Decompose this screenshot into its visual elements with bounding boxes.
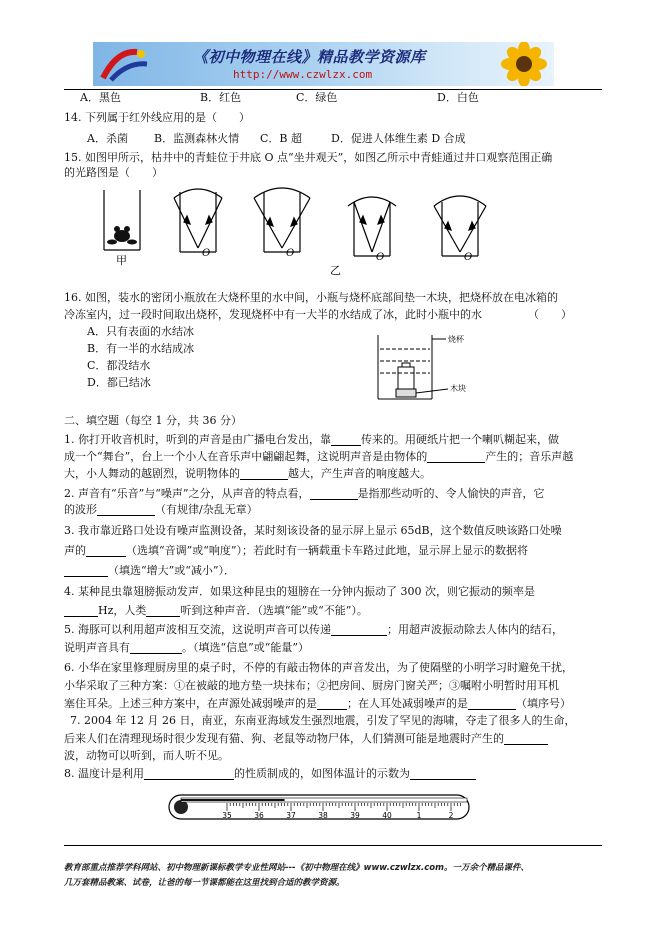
- label-block: 木块: [450, 384, 466, 393]
- f3-line3: （填选“增大”或“减小”）．: [64, 564, 235, 577]
- q13-option-d: D．白色: [437, 91, 479, 104]
- f1-line3: 大，小人舞动的越剧烈，说明物体的 越大，产生声音的响度越大。: [64, 467, 431, 480]
- clinical-thermometer: [165, 789, 495, 829]
- thermometer-tick-label: 36: [254, 811, 264, 820]
- f1-line2: 成一个“舞台”，台上一个小人在音乐声中翩翩起舞，这说明声音是由物体的 产生的；音乐声越: [64, 450, 574, 463]
- mercury-column: [181, 799, 285, 801]
- f6-blank2[interactable]: [468, 709, 516, 710]
- well-jia-diagram: [104, 190, 140, 250]
- f8-blank2[interactable]: [410, 779, 476, 780]
- q13-option-c: C．绿色: [296, 91, 338, 104]
- label-o-a: O: [202, 248, 211, 259]
- q15-figure: [90, 184, 510, 276]
- f4-line2: Hz，人类 听到这种声音．（选填“能”或“不能”）。: [64, 604, 368, 617]
- header-url[interactable]: http://www.czwlzx.com: [233, 68, 373, 81]
- f6-blank1[interactable]: [317, 709, 347, 710]
- f4-line1: 4. 某种昆虫靠翅膀振动发声．如果这种昆虫的翅膀在一分钟内振动了 300 次，则它振动的频率是: [64, 585, 535, 598]
- option-d-ray-diagram: [434, 196, 486, 256]
- f6-line2: 小华采取了三种方案：①在被敲的地方垫一块抹布；②把房间、厨房门窗关严；③嘱咐小明暂时用耳机: [64, 679, 559, 692]
- f3-line1: 3. 我市靠近路口处设有噪声监测设备，某时刻该设备的显示屏上显示 65dB，这个数值反映该路口处噪: [64, 524, 562, 537]
- f2-line1: 2. 声音有“乐音”与“噪声”之分，从声音的特点看， 是指那些动听的、令人愉快的声音，它: [64, 487, 545, 500]
- q15-stem-line1: 15. 如图甲所示，枯井中的青蛙位于井底 O 点“坐井观天”，如图乙所示中青蛙通过井口观察范围正确: [64, 151, 553, 164]
- footer-line1: 教育部重点推荐学科网站、初中物理新课标教学专业性网站---《初中物理在线》www.czwlzx.com。一万余个精品课件、: [64, 863, 529, 873]
- f8-line1: 8. 温度计是利用 的性质制成的，如图体温计的示数为: [64, 767, 476, 780]
- footer-line2: 几万套精品教案、试卷，让爸的每一节课都能在这里找到合适的教学资源。: [64, 878, 345, 888]
- f3-blank1[interactable]: [86, 556, 126, 557]
- q14-stem: 14. 下列属于红外线应用的是（ ）: [64, 111, 250, 124]
- f7-line1: 7. 2004 年 12 月 26 日，南亚，东南亚海域发生强烈地震，引发了罕见的海啸，夺走了很多人的生命，: [70, 714, 576, 727]
- beaker-figure: [372, 331, 482, 403]
- f6-line3: 塞住耳朵。上述三种方案中，在声源处减弱噪声的是 ；在人耳处减弱噪声的是 （填序号）: [64, 697, 571, 710]
- label-o-d: O: [464, 252, 473, 263]
- f2-blank1[interactable]: [310, 499, 358, 500]
- f8-blank1[interactable]: [144, 779, 234, 780]
- q14-option-d: D．促进人体维生素 D 合成: [331, 132, 466, 145]
- q14-option-c: C．B 超: [260, 132, 302, 145]
- option-b-ray-diagram: [254, 188, 310, 252]
- q16-stem-line2: 冷冻室内，过一段时间取出烧杯，发现烧杯中有一大半的水结成了冰，此时小瓶中的水: [64, 308, 482, 321]
- f6-line1: 6. 小华在家里修理厨房里的桌子时，不停的有敲击物体的声音发出，为了使隔壁的小明学习时避免干扰，: [64, 661, 573, 674]
- label-o-c: O: [376, 252, 385, 263]
- f1-blank1[interactable]: [331, 445, 361, 446]
- f1-blank3[interactable]: [240, 479, 288, 480]
- f5-line2: 说明声音具有 。（填选“信息”或“能量”）: [64, 641, 309, 654]
- section2-heading: 二、填空题（每空 1 分，共 36 分）: [64, 414, 242, 427]
- site-logo-icon: [97, 44, 153, 84]
- f1-line1: 1. 你打开收音机时，听到的声音是由广播电台发出，靠 传来的。用硬纸片把一个喇叭糊起来，做: [64, 433, 559, 446]
- f1-blank2[interactable]: [427, 462, 485, 463]
- f2-line2: 的波形 （有规律/杂乱无章）: [64, 503, 258, 516]
- q16-option-a: A．只有表面的水结冰: [87, 325, 194, 338]
- f2-blank2[interactable]: [97, 515, 155, 516]
- q16-option-b: B．有一半的水结成冰: [87, 342, 195, 355]
- q13-option-b: B．红色: [200, 91, 242, 104]
- thermometer-tick-label: 1: [416, 811, 422, 820]
- label-beaker: 烧杯: [448, 335, 464, 344]
- thermometer-tick-label: 39: [350, 811, 360, 820]
- q14-option-b: B．监测森林火情: [154, 132, 240, 145]
- thermometer-tick-label: 37: [286, 811, 296, 820]
- option-a-ray-diagram: [174, 189, 222, 252]
- f4-blank2[interactable]: [146, 616, 180, 617]
- thermometer-tick-label: 2: [448, 811, 454, 820]
- header-title: 《初中物理在线》精品教学资源库: [193, 48, 426, 66]
- q16-option-d: D．都已结冰: [87, 376, 151, 389]
- header-rule: [64, 89, 602, 90]
- label-jia: 甲: [116, 254, 127, 267]
- f5-blank1[interactable]: [331, 635, 387, 636]
- f7-blank1[interactable]: [504, 744, 548, 745]
- f4-blank1[interactable]: [64, 616, 98, 617]
- f7-line3: 波，动物可以听到，而人听不见。: [64, 749, 229, 762]
- q16-option-c: C．都没结水: [87, 359, 151, 372]
- q13-option-a: A．黑色: [80, 91, 121, 104]
- f5-blank2[interactable]: [130, 653, 182, 654]
- q15-stem-line2: 的光路图是（ ）: [64, 166, 163, 179]
- q16-answer-paren: （ ）: [528, 308, 572, 321]
- label-o-b: O: [286, 248, 295, 259]
- sunflower-icon: [494, 42, 554, 86]
- thermometer-tick-label: 40: [382, 811, 392, 820]
- thermometer-tick-label: 38: [318, 811, 328, 820]
- f5-line1: 5. 海豚可以利用超声波相互交流，这说明声音可以传递 ；用超声波振动除去人体内的结石，: [64, 623, 563, 636]
- label-yi: 乙: [330, 264, 341, 276]
- f3-blank2[interactable]: [64, 576, 108, 577]
- f7-line2: 后来人们在清理现场时很少发现有猫、狗、老鼠等动物尸体，人们猜测可能是地震时产生的: [64, 732, 548, 745]
- footer-rule: [64, 845, 602, 846]
- f3-line2: 声的 （选填“音调”或“响度”）；若此时有一辆载重卡车路过此地，显示屏上显示的数据将: [64, 544, 528, 557]
- q16-stem-line1: 16. 如图，装水的密闭小瓶放在大烧杯里的水中间，小瓶与烧杯底部间垫一木块，把烧杯放在电冰箱的: [64, 291, 558, 304]
- q14-option-a: A．杀菌: [87, 132, 128, 145]
- frog-icon: [107, 226, 137, 245]
- thermometer-tick-label: 35: [222, 811, 232, 820]
- header-banner: [93, 42, 554, 86]
- option-c-ray-diagram: [348, 197, 396, 256]
